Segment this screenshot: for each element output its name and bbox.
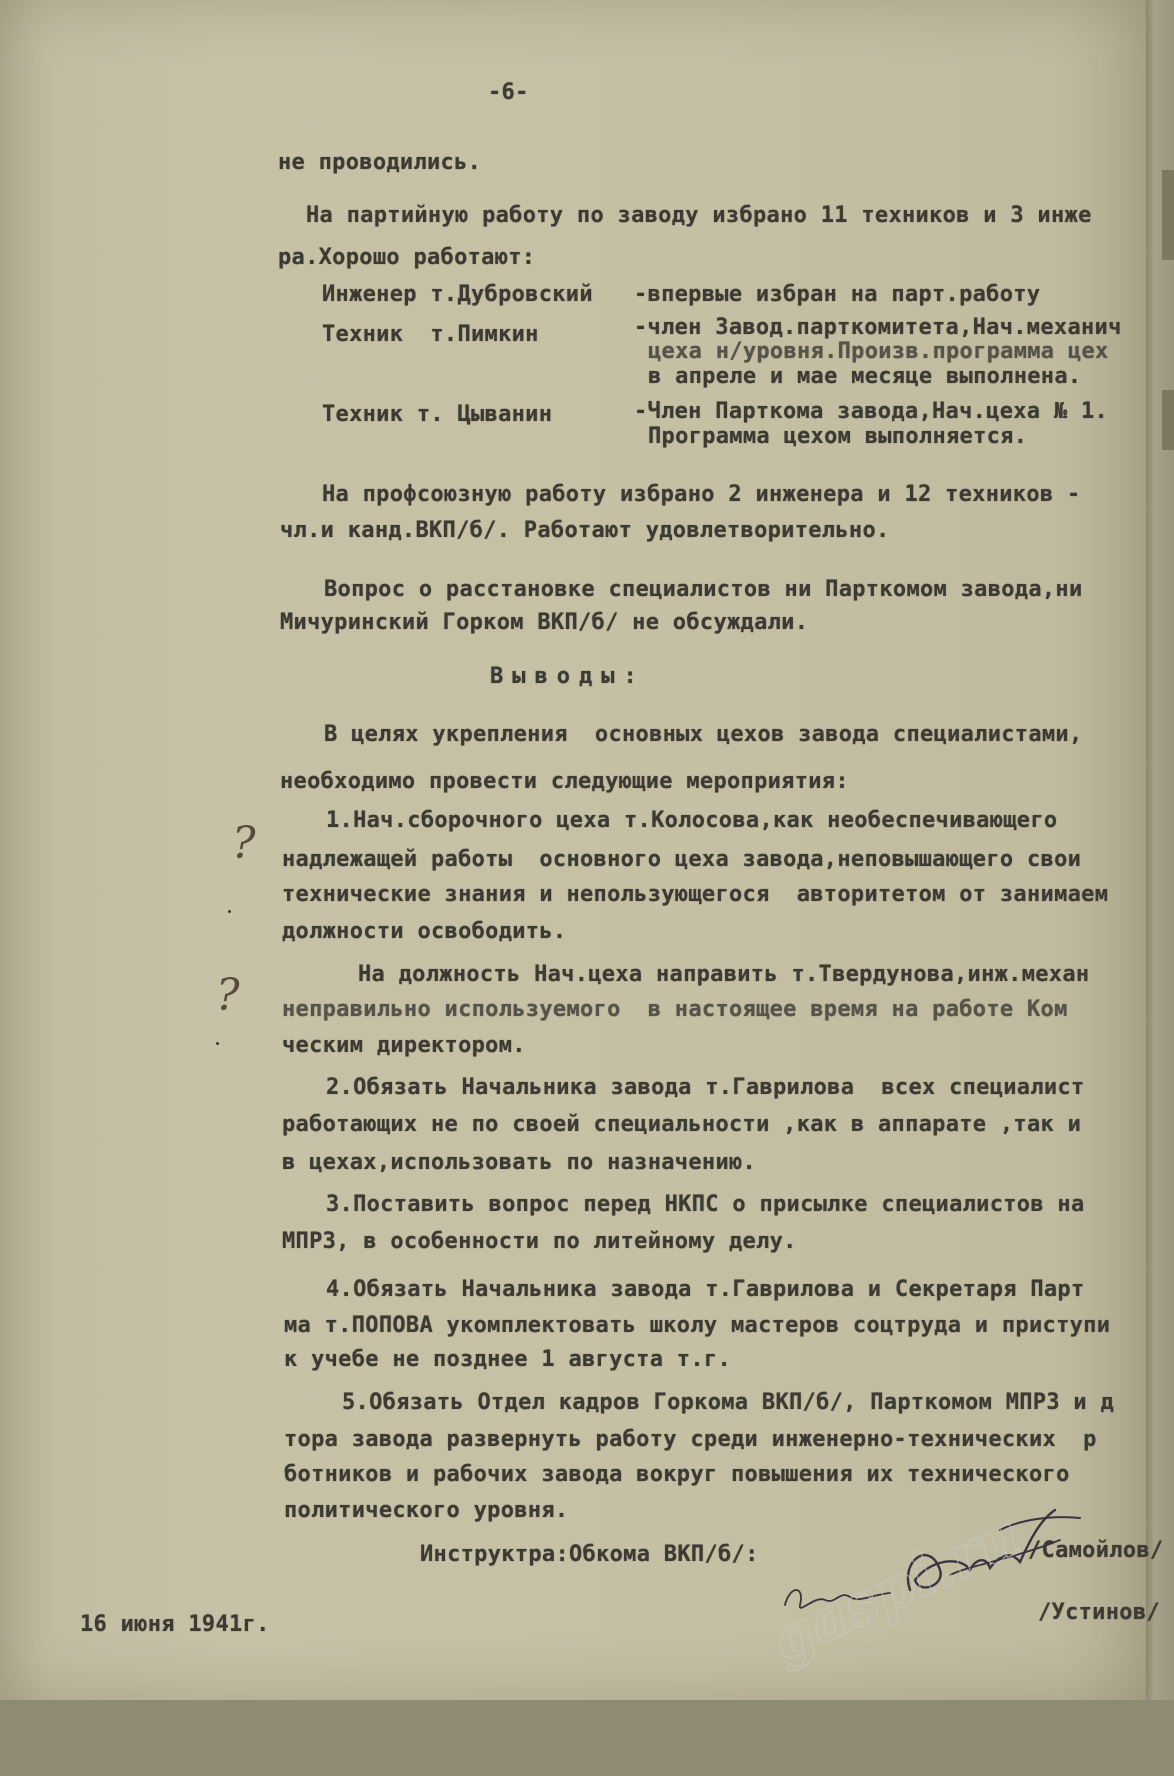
text-line: -впервые избран на парт.работу xyxy=(634,282,1041,307)
text-line: должности освободить. xyxy=(282,919,567,944)
text-line: не проводились. xyxy=(278,150,482,175)
handwritten-signature xyxy=(890,1500,1090,1620)
section-heading: Выводы: xyxy=(490,664,646,689)
page-number: -6- xyxy=(488,80,529,105)
text-line: 4.Обязать Начальника завода т.Гаврилова и Секретаря Парт xyxy=(326,1277,1085,1302)
page-edge-tab xyxy=(1162,390,1174,450)
text-line: Техник т. Цыванин xyxy=(322,402,553,427)
text-line: политического уровня. xyxy=(284,1498,569,1523)
text-line: 3.Поставить вопрос перед НКПС о присылке специалистов на xyxy=(326,1192,1085,1217)
text-line: неправильно используемого в настоящее время на работе Ком xyxy=(282,997,1068,1022)
margin-tick xyxy=(216,1042,219,1045)
text-line: В целях укрепления основных цехов завода специалистами, xyxy=(324,722,1083,747)
text-line: к учебе не позднее 1 августа т.г. xyxy=(284,1347,731,1372)
text-line: -член Завод.парткомитета,Нач.механич xyxy=(634,315,1122,340)
text-line: работающих не по своей специальности ,как в аппарате ,так и xyxy=(282,1112,1082,1137)
text-line: 2.Обязать Начальника завода т.Гаврилова всех специалист xyxy=(326,1075,1085,1100)
text-line: технические знания и непользующегося авторитетом от занимаем xyxy=(282,882,1109,907)
text-line: ческим директором. xyxy=(282,1033,526,1058)
document-date: 16 июня 1941г. xyxy=(80,1612,270,1637)
text-line: На партийную работу по заводу избрано 11 техников и 3 инже xyxy=(306,203,1092,228)
text-line: -Член Парткома завода,Нач.цеха № 1. xyxy=(634,399,1109,424)
signatory-name: /Самойлов/ xyxy=(1028,1538,1164,1563)
text-line: необходимо провести следующие мероприятия: xyxy=(280,769,849,794)
text-line: тора завода развернуть работу среди инженерно-технических р xyxy=(284,1427,1097,1452)
text-line: На должность Нач.цеха направить т.Твердунова,инж.механ xyxy=(358,962,1090,987)
margin-question-mark: ? xyxy=(232,818,256,869)
text-line: 1.Нач.сборочного цеха т.Колосова,как необеспечивающего xyxy=(326,808,1058,833)
margin-question-mark: ? xyxy=(216,970,240,1021)
text-line: 5.Обязать Отдел кадров Горкома ВКП/б/, Парткомом МПРЗ и д xyxy=(342,1390,1115,1415)
text-line: На профсоюзную работу избрано 2 инженера и 12 техников - xyxy=(322,482,1081,507)
text-line: цеха н/уровня.Произв.программа цех xyxy=(648,339,1109,364)
margin-tick xyxy=(228,910,231,913)
text-line: чл.и канд.ВКП/б/. Работают удовлетворительно. xyxy=(280,518,890,543)
text-line: Мичуринский Горком ВКП/б/ не обсуждали. xyxy=(280,610,809,635)
text-line: Вопрос о расстановке специалистов ни Парткомом завода,ни xyxy=(324,577,1083,602)
text-line: ма т.ПОПОВА укомплектовать школу мастеров соцтруда и приступи xyxy=(284,1313,1111,1338)
text-line: Инженер т.Дубровский xyxy=(322,282,593,307)
text-line: в цехах,использовать по назначению. xyxy=(282,1150,757,1175)
handwritten-initials xyxy=(780,1575,900,1625)
text-line: ботников и рабочих завода вокруг повышения их технического xyxy=(284,1462,1070,1487)
page-edge-tab xyxy=(1162,170,1174,260)
text-line: в апреле и мае месяце выполнена. xyxy=(648,364,1082,389)
text-line: Техник т.Пимкин xyxy=(322,322,539,347)
signatory-name: /Устинов/ xyxy=(1038,1600,1160,1625)
text-line: надлежащей работы основного цеха завода,неповышающего свои xyxy=(282,847,1082,872)
signatory-title: Инструктра:Обкома ВКП/б/: xyxy=(420,1542,759,1567)
text-line: МПРЗ, в особенности по литейному делу. xyxy=(282,1229,797,1254)
text-line: ра.Хорошо работают: xyxy=(278,245,536,270)
text-line: Программа цехом выполняется. xyxy=(648,424,1028,449)
